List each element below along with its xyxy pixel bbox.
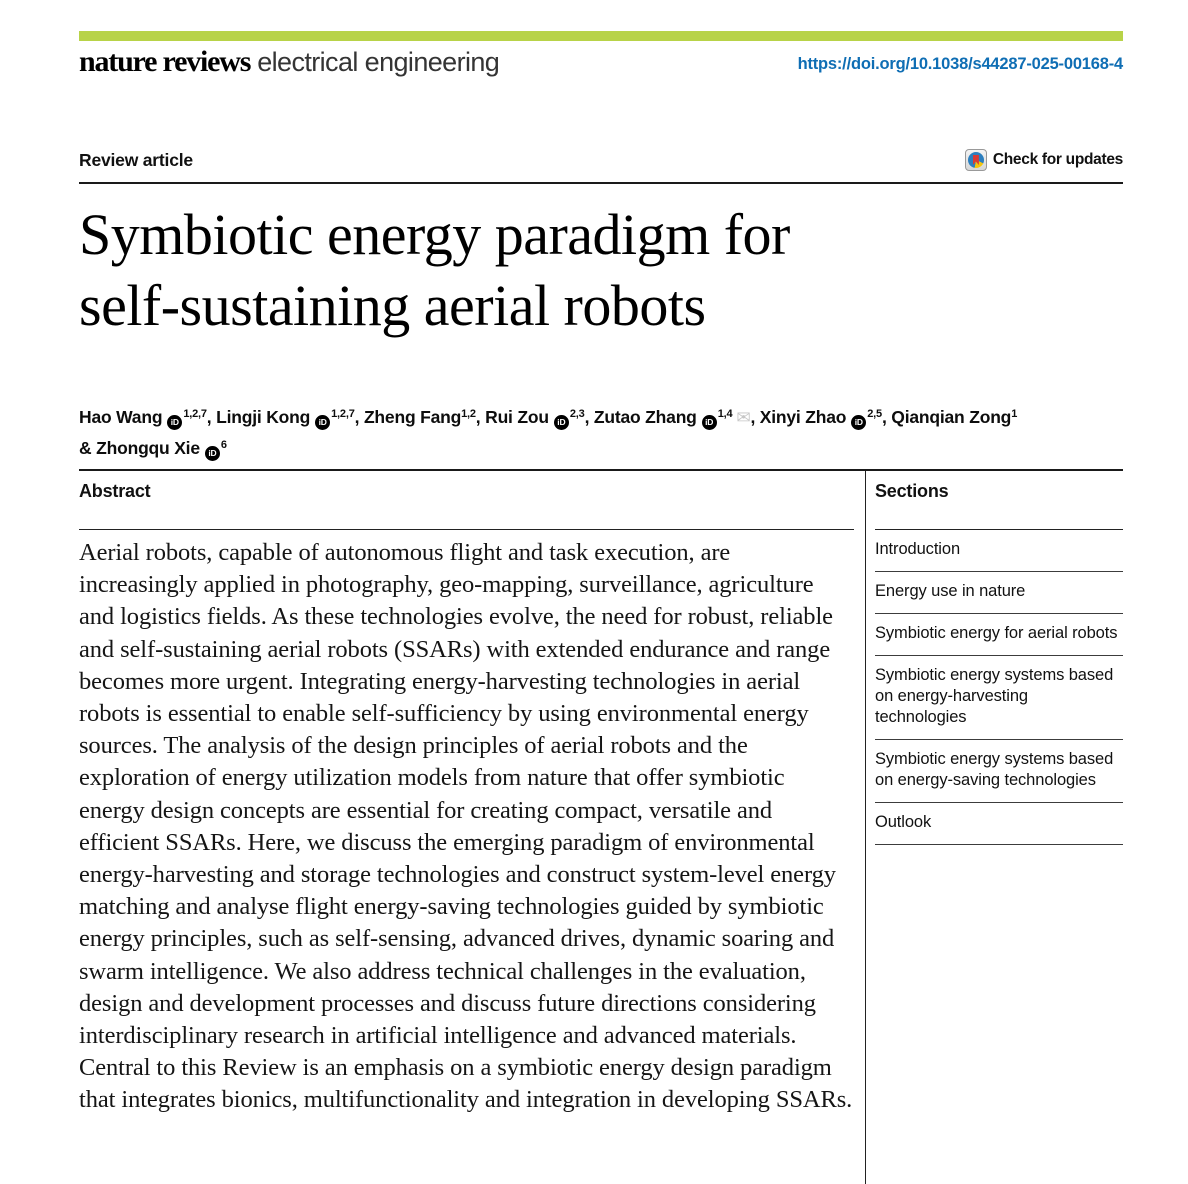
article-type-label: Review article [79, 149, 193, 170]
author: Qianqian Zong$^1$ [891, 407, 1018, 427]
author-affiliations: 1 [1011, 408, 1018, 420]
abstract-heading: Abstract [79, 471, 854, 530]
orcid-icon[interactable]: iD [702, 415, 717, 430]
author-list [79, 401, 1123, 462]
section-link-outlook[interactable]: Outlook [875, 803, 1123, 845]
journal-name-regular: electrical engineering [257, 47, 500, 77]
orcid-icon[interactable]: iD [851, 415, 866, 430]
section-link-symbiotic-energy-for-aerial-robots[interactable]: Symbiotic energy for aerial robots [875, 614, 1123, 656]
author-affiliations: 1,2 [461, 408, 476, 420]
sections-heading: Sections [875, 471, 1123, 530]
author: Hao Wang iD$^{1,2,7}$, [79, 407, 216, 427]
orcid-icon[interactable]: iD [554, 415, 569, 430]
sections-sidebar [865, 471, 1123, 1184]
title-line-2: self-sustaining aerial robots [79, 273, 706, 338]
author-affiliations: 1,2,7 [183, 408, 207, 420]
article-type-row [79, 147, 1123, 173]
title-line-1: Symbiotic energy paradigm for [79, 202, 790, 267]
journal-logo [79, 45, 499, 79]
section-link-energy-use-in-nature[interactable]: Energy use in nature [875, 572, 1123, 614]
author: & Zhongqu Xie $iD^6$ [79, 438, 227, 458]
author-affiliations: 2,5 [867, 408, 882, 420]
header-divider [79, 182, 1123, 184]
author: Lingji Kong iD$^{1,2,7}$, [216, 407, 364, 427]
abstract-text: Aerial robots, capable of autonomous flight and task execution, are increasingly applied in photography, geo-mapping, surveillance, agriculture and logistics fields. As these technologies evolve, the need for robust, reliable and self-sustaining aerial robots (SSARs) with extended endurance and range becomes more urgent. Integrating energy-harvesting technologies in aerial robots is essential to enable self-sufficiency by using environmental energy sources. The analysis of the design principles of aerial robots and the exploration of energy utilization models from nature that offer symbiotic energy design concepts are essential for creating compact, versatile and efficient SSARs. Here, we discuss the emerging paradigm of environmental energy-harvesting and storage technologies and construct system-level energy matching and analyse flight energy-saving technologies guided by symbiotic energy principles, such as self-sensing, advanced drives, dynamic soaring and swarm intelligence. We also address technical challenges in the evaluation, design and development processes and discuss future directions considering interdisciplinary research in artificial intelligence and advanced materials. Central to this Review is an emphasis on a symbiotic energy design paradigm that integrates bionics, multifunctionality and integration in developing SSARs. [79, 539, 853, 1114]
author: Zheng Fang$^{1,2}$, [363, 407, 486, 427]
orcid-icon[interactable]: iD [205, 446, 220, 461]
journal-name-bold: nature reviews [79, 45, 251, 78]
masthead [79, 45, 1123, 79]
doi-link[interactable]: https://doi.org/10.1038/s44287-025-00168-4 [797, 55, 1123, 73]
author-affiliations: 1,2,7 [331, 408, 355, 420]
section-link-introduction[interactable]: Introduction [875, 530, 1123, 572]
page-title [79, 199, 1123, 341]
check-for-updates-label: Check for updates [992, 151, 1123, 168]
check-for-updates-button[interactable] [965, 149, 1123, 171]
journal-brand-bar [79, 31, 1123, 41]
author: Zutao Zhang iD$^{1,4}$ ✉, [593, 407, 760, 428]
crossmark-icon [965, 149, 987, 171]
author-affiliations: 1,4 [717, 408, 733, 420]
author: Xinyi Zhao iD$^{2,5}$, [760, 407, 892, 427]
abstract-and-sections [79, 469, 1123, 1184]
orcid-icon[interactable]: iD [167, 415, 182, 430]
author-affiliations: 6 [220, 439, 227, 451]
author-affiliations: 2,3 [569, 408, 585, 420]
author: Rui Zou iD$^{2,3}$, [485, 407, 594, 427]
section-link-energy-harvesting-technologies[interactable]: Symbiotic energy systems based on energy-harvesting technologies [875, 656, 1123, 740]
section-link-energy-saving-technologies[interactable]: Symbiotic energy systems based on energy-saving technologies [875, 740, 1123, 803]
email-icon[interactable]: ✉ [736, 408, 751, 428]
abstract-column [79, 471, 854, 1184]
orcid-icon[interactable]: iD [315, 415, 330, 430]
